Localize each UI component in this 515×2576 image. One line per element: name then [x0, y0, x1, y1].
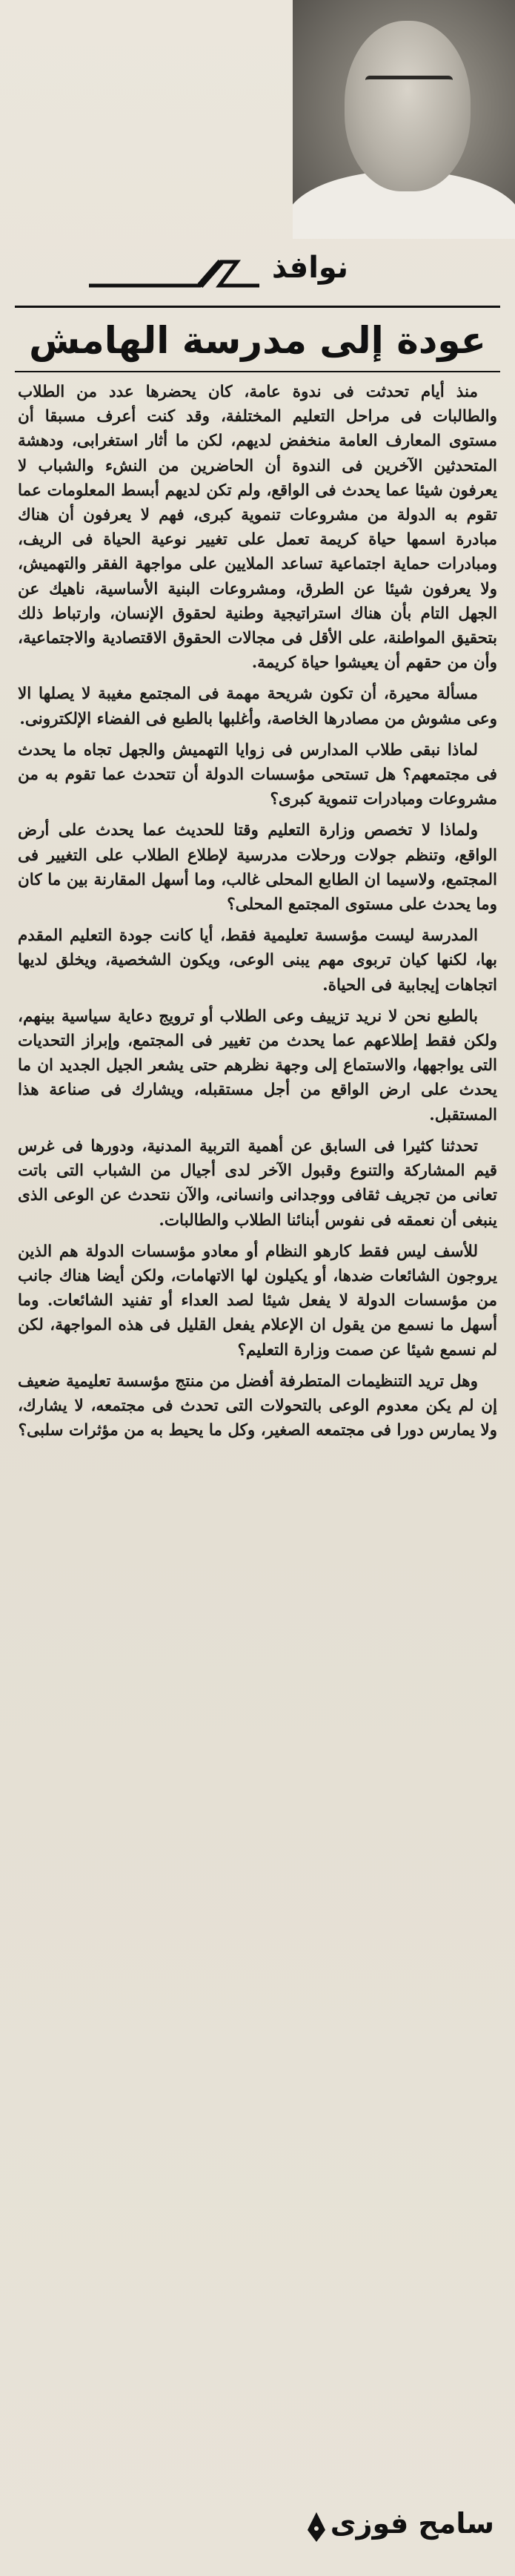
author-photo-glasses: [365, 76, 453, 97]
author-photo: [293, 0, 515, 239]
article-paragraph: ولماذا لا تخصص وزارة التعليم وقتا للحديث عما يحدث على أرض الواقع، وتنظم جولات ورحلات مدرسية لإطلاع الطلاب على التغيير فى المجتمع، ولاسيما ان الطابع المحلى غالب، وما أسهل المقارنة بين ما كان وما يحدث على مستوى المجتمع المحلى؟: [18, 821, 497, 915]
author-byline: سامح فوزى: [330, 2507, 494, 2540]
article-paragraph: المدرسة ليست مؤسسة تعليمية فقط، أيا كانت جودة التعليم المقدم بها، لكنها كيان تربوى مهم يبنى الوعى، ويكون الشخصية، ويخلق لديها اتجاهات إيجابية فى الحياة.: [18, 926, 497, 995]
article-paragraph: وهل تريد التنظيمات المتطرفة أفضل من منتج مؤسسة تعليمية ضعيف إن لم يكن معدوم الوعى بالتحولات التى تحدث فى مجتمعه، لا يشارك، ولا يمارس دورا فى مجتمعه الصغير، وكل ما يحيط به من مؤثرات سلبى؟: [18, 1371, 497, 1440]
pen-icon: [303, 2511, 330, 2543]
column-name: نوافذ: [271, 251, 348, 285]
article-headline: عودة إلى مدرسة الهامش: [29, 319, 486, 362]
article-paragraph: لماذا نبقى طلاب المدارس فى زوايا التهميش والجهل تجاه ما يحدث فى مجتمعهم؟ هل تستحى مؤسسات الدولة أن تتحدث عما تقوم به من مشروعات ومبادرات تنموية كبرى؟: [18, 740, 497, 809]
faded-background-text: [22, 30, 282, 56]
article-body: [18, 380, 497, 2494]
article-paragraph: تحدثنا كثيرا فى السابق عن أهمية التربية المدنية، ودورها فى غرس قيم المشاركة والتنوع وقبول الآخر لدى أجيال من الشباب التى باتت تعانى من تجريف ثقافى ووجدانى وانسانى، والآن نتحدث عن الوعى الذى ينبغى أن نعمقه فى نفوس أبنائنا الطلاب والطالبات.: [18, 1136, 497, 1230]
author-photo-face: [345, 21, 471, 191]
article-paragraph: مسألة محيرة، أن تكون شريحة مهمة فى المجتمع مغيبة لا يصلها الا وعى مشوش من مصادرها الخاصة، وأغلبها بالطبع فى الفضاء الإلكترونى.: [18, 685, 497, 728]
headline-rule: [15, 371, 500, 372]
article-paragraph: للأسف ليس فقط كارهو النظام أو معادو مؤسسات الدولة هم الذين يروجون الشائعات ضدها، أو يكيلون لها الاتهامات، ولكن أيضا هناك جانب من مؤسسات الدولة لا يفعل شيئا لصد العداء أو تفنيد الشائعات. وما أسهل ما نسمع من يقول ان الإعلام يفعل القليل فى هذه المواجهة، لكن لم نسمع شيئا عن صمت وزارة التعليم؟: [18, 1242, 497, 1360]
article-paragraph: بالطبع نحن لا نريد تزييف وعى الطلاب أو ترويج دعاية سياسية بينهم، ولكن فقط إطلاعهم عما يحدث من تغيير فى المجتمع، وإبراز التحديات التى يواجهها، والاستماع إلى وجهة نظرهم حتى يشعر الجيل الجديد ان ما يحدث على ارض الواقع من أجل مستقبله، ويشارك فى صناعة هذا المستقبل.: [18, 1007, 497, 1124]
article-paragraph: منذ أيام تحدثت فى ندوة عامة، كان يحضرها عدد من الطلاب والطالبات فى مراحل التعليم المختلفة، وقد كنت أعرف مسبقا أن مستوى المعارف العامة منخفض لديهم، لكن ما أثار استغرابى، ودهشة المتحدثين الآخرين فى الندوة أن الحاضرين من النشء والشباب لا يعرفون شيئا عما يحدث فى الواقع، ولم تكن لديهم أبسط المعلومات عما تقوم به الدولة من مشروعات تنموية كبرى، فهم لا يعرفون أن هناك مبادرة اسمها حياة كريمة تعمل على تغيير نوعية الحياة فى الريف، ومبادرات حماية اجتماعية تساعد الملايين على مواجهة الفقر والتهميش، ولا يعرفون شيئا عن الطرق، ومشروعات البنية الأساسية، ناهيك عن الجهل التام بأن هناك استراتيجية وطنية لحقوق الإنسان، وارتباط ذلك بتحقيق المواطنة، على الأقل فى مجالات الحقوق الاقتصادية والاجتماعية، وأن من حقهم أن يعيشوا حياة كريمة.: [18, 383, 497, 673]
header-rule: [15, 306, 500, 308]
column-logo-mark: [89, 256, 259, 291]
